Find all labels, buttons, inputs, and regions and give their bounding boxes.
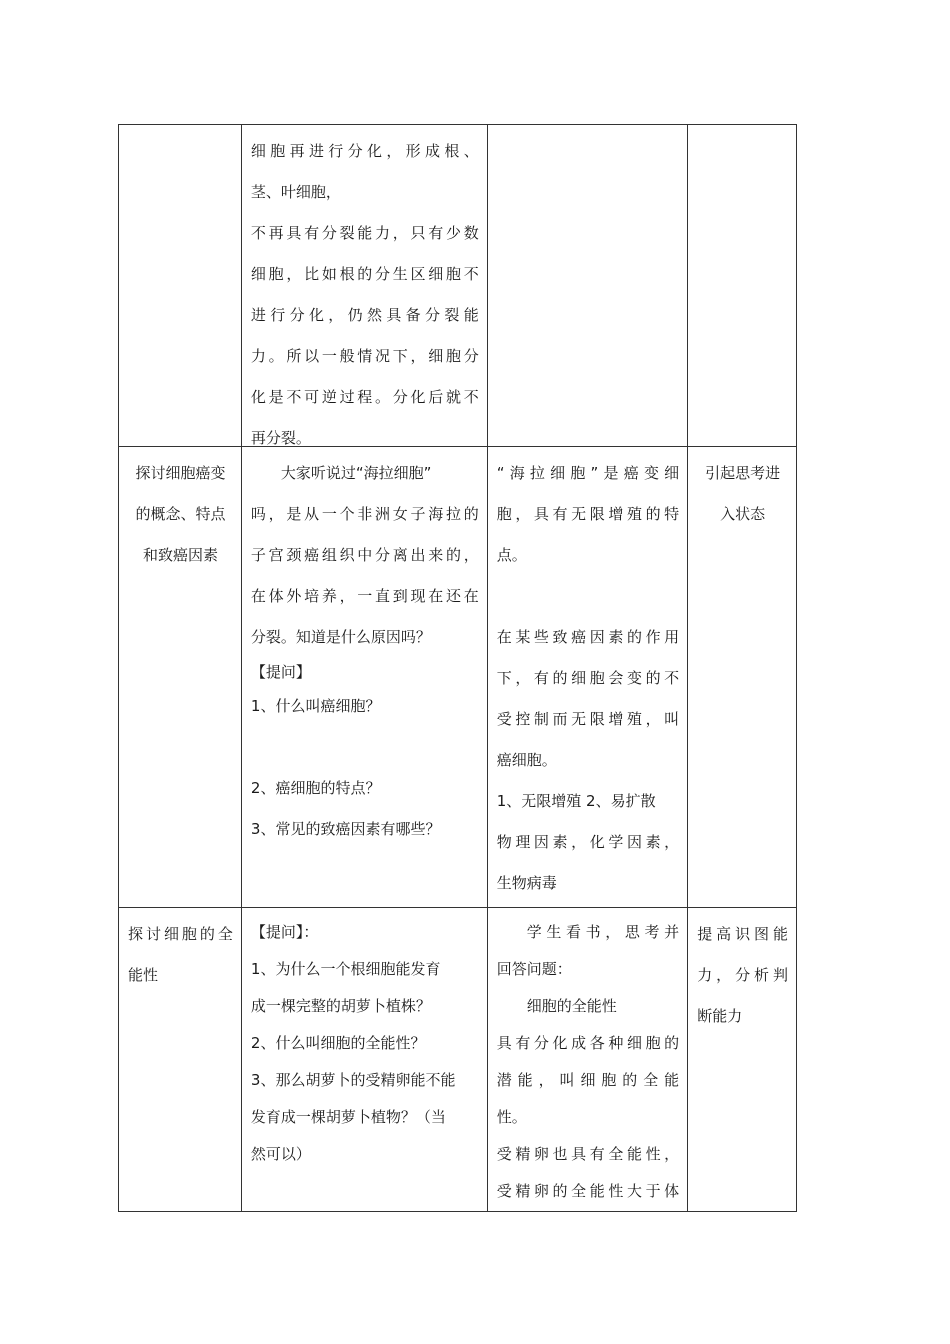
question-header: 【提问】： [250, 923, 319, 941]
activity-cell [487, 125, 687, 447]
question-2: 2、癌细胞的特点？ [250, 779, 381, 797]
text-line: 在某些致癌因素的作用 [496, 628, 680, 646]
topic-line: 的概念、特点 [135, 505, 226, 523]
table-row [119, 447, 797, 908]
text-line: 回答问题： [496, 960, 572, 978]
text-line: 力。所以一般情况下，细胞分 [250, 347, 479, 365]
text-line: 化是不可逆过程。分化后就不 [250, 388, 479, 406]
text-line: 受精卵的全能性大于体 [496, 1182, 680, 1200]
spacer [497, 576, 679, 617]
text-line: 胞，具有无限增殖的特 [496, 505, 680, 523]
text-line: 成一棵完整的胡萝卜植株？ [250, 997, 431, 1015]
question-3: 3、那么胡萝卜的受精卵能不能 [250, 1071, 456, 1089]
purpose-line: 提高识图能 [697, 925, 788, 943]
topic-line: 探讨细胞癌变 [135, 464, 226, 482]
content-cell [241, 908, 487, 1212]
text-line: 茎、叶细胞， [250, 183, 341, 201]
topic-cell [119, 447, 242, 908]
text-line: 发育成一棵胡萝卜植物？（当 [250, 1108, 446, 1126]
text-line: 性。 [496, 1108, 527, 1126]
text-line: 进行分化，仍然具备分裂能 [250, 306, 479, 324]
purpose-line: 入状态 [720, 505, 766, 523]
table-row [119, 908, 797, 1212]
purpose-line: 断能力 [697, 1007, 743, 1025]
text-line: 潜能，叫细胞的全能 [496, 1071, 680, 1089]
question-1: 1、什么叫癌细胞？ [250, 697, 381, 715]
text-line: 在体外培养，一直到现在还在 [250, 587, 479, 605]
purpose-cell [688, 447, 797, 908]
text-line: 生物病毒 [496, 874, 557, 892]
text-line: 细胞的全能性 [526, 997, 617, 1015]
purpose-cell [688, 908, 797, 1212]
text-line: 大家听说过“海拉细胞” [280, 464, 432, 482]
topic-line: 和致癌因素 [142, 546, 218, 564]
text-line: 细胞再进行分化，形成根、 [250, 142, 479, 160]
text-line: 受控制而无限增殖，叫 [496, 710, 680, 728]
text-line: 子宫颈癌组织中分离出来的， [250, 546, 479, 564]
text-line: 下，有的细胞会变的不 [496, 669, 680, 687]
purpose-line: 引起思考进 [705, 464, 781, 482]
text-line: 具有分化成各种细胞的 [496, 1034, 680, 1052]
topic-cell [119, 908, 242, 1212]
text-line: 然可以） [250, 1145, 311, 1163]
activity-cell [487, 908, 687, 1212]
text-line: 物理因素，化学因素， [496, 833, 680, 851]
text-line: 不再具有分裂能力，只有少数 [250, 224, 479, 242]
spacer [251, 727, 479, 768]
text-line: 1、无限增殖 2、易扩散 [496, 792, 656, 810]
topic-cell [119, 125, 242, 447]
question-header: 【提问】 [250, 663, 311, 681]
text-line: 癌细胞。 [496, 751, 557, 769]
text-line: 吗，是从一个非洲女子海拉的 [250, 505, 479, 523]
text-line: 细胞，比如根的分生区细胞不 [250, 265, 479, 283]
question-3: 3、常见的致癌因素有哪些？ [250, 820, 441, 838]
question-1: 1、为什么一个根细胞能发育 [250, 960, 441, 978]
text-line: 受精卵也具有全能性， [496, 1145, 680, 1163]
activity-cell [487, 447, 687, 908]
content-cell [241, 125, 487, 447]
lesson-plan-table [118, 124, 797, 1212]
content-cell [241, 447, 487, 908]
text-line: 学生看书，思考并 [526, 923, 680, 941]
text-line: 点。 [496, 546, 527, 564]
text-line: 再分裂。 [250, 429, 311, 447]
purpose-cell [688, 125, 797, 447]
purpose-line: 力，分析判 [697, 966, 788, 984]
text-line: 分裂。知道是什么原因吗？ [250, 628, 431, 646]
question-2: 2、什么叫细胞的全能性？ [250, 1034, 426, 1052]
text-line: “海拉细胞”是癌变细 [496, 464, 680, 482]
table-row [119, 125, 797, 447]
topic-line: 探讨细胞的全 [128, 925, 233, 943]
topic-line: 能性 [128, 966, 159, 984]
